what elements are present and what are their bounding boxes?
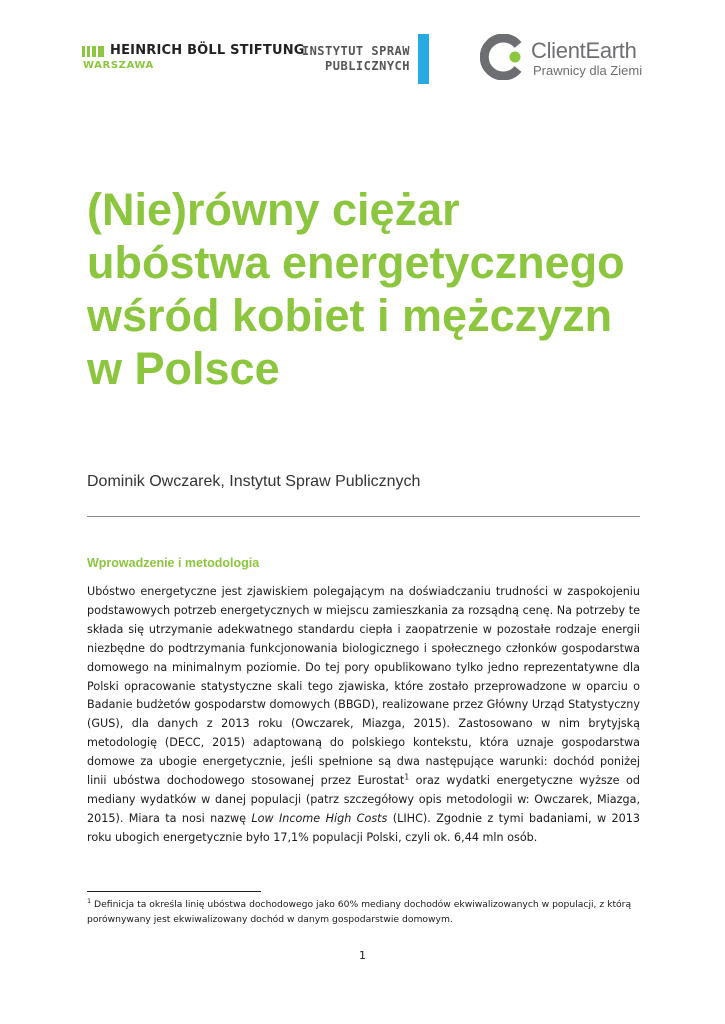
footnote-reference[interactable]: 1 — [404, 772, 410, 782]
footnote-text: Definicja ta określa linię ubóstwa dochodowego jako 60% mediany dochodów ekwiwalizowanych w populacji, z którą porównywany jest ekwiwalizowany dochód w danym gospodarstwie domowym. — [87, 899, 632, 925]
footnote-divider — [87, 891, 261, 892]
clientearth-name: ClientEarth — [531, 37, 637, 63]
paragraph-part-3: (LIHC). Zgodnie z tymi badaniami, w 2013 roku ubogich energetycznie było 17,1% populacji Polski, czyli ok. 6,44 mln osób. — [87, 811, 640, 844]
hbs-logo — [82, 44, 305, 71]
clientearth-logo — [480, 34, 642, 80]
isp-logo — [298, 42, 410, 84]
clientearth-tagline: Prawnicy dla Ziemi — [533, 62, 643, 78]
author-line: Dominik Owczarek, Instytut Spraw Publicznych — [87, 473, 421, 490]
clientearth-c-icon — [480, 34, 526, 80]
isp-bar-icon — [418, 34, 429, 84]
isp-logo-line2: PUBLICZNYCH — [325, 59, 410, 73]
hbs-logo-name: HEINRICH BÖLL STIFTUNG — [110, 43, 305, 58]
body-paragraph — [87, 583, 640, 848]
paragraph-part-2: oraz wydatki energetyczne wyższe od mediany wydatków w danej populacji (patrz szczegółowy opis metodologii w: Owczarek, Miazga, 2015). Miara ta nosi nazwę — [87, 774, 640, 825]
title-divider — [87, 516, 640, 517]
section-heading: Wprowadzenie i metodologia — [87, 556, 260, 570]
footnote — [87, 898, 640, 927]
page-number: 1 — [359, 949, 366, 962]
document-title: (Nie)równy ciężar ubóstwa energetycznego wśród kobiet i mężczyzn w Polsce — [87, 184, 625, 394]
paragraph-part-1: Ubóstwo energetyczne jest zjawiskiem polegającym na doświadczaniu trudności w zaspokojeniu podstawowych potrzeb energetycznych w miejscu zamieszkania za rozsądną cenę. Na potrzeby te składa się utrzymanie adekwatnego standardu ciepła i zaopatrzenie w pozostałe rodzaje energii niezbędne do podtrzymania funkcjonowania biologicznego i społecznego członków gospodarstwa domowego na minimalnym poziomie. Do tej pory opublikowano tylko jedno reprezentatywne dla Polski opracowanie statystyczne skali tego zjawiska, które zostało przeprowadzone w oparciu o Badanie budżetów gospodarstw domowych (BBGD), realizowane przez Główny Urząd Statystyczny (GUS), dla danych z 2013 roku (Owczarek, Miazga, 2015). Zastosowano w nim brytyjską metodologię (DECC, 2015) adaptowaną do polskiego kontekstu, która uznaje gospodarstwa domowe za ubogie energetycznie, jeśli spełnione są dwa następujące warunki: dochód poniżej linii ubóstwa dochodowego stosowanej przez Eurostat — [87, 585, 640, 788]
italic-term: Low Income High Costs — [251, 811, 388, 825]
hbs-logo-subtitle: WARSZAWA — [83, 60, 154, 71]
footnote-number: 1 — [87, 896, 92, 905]
hbs-bars-icon — [82, 46, 104, 57]
isp-logo-line1: INSTYTUT SPRAW — [301, 44, 410, 58]
